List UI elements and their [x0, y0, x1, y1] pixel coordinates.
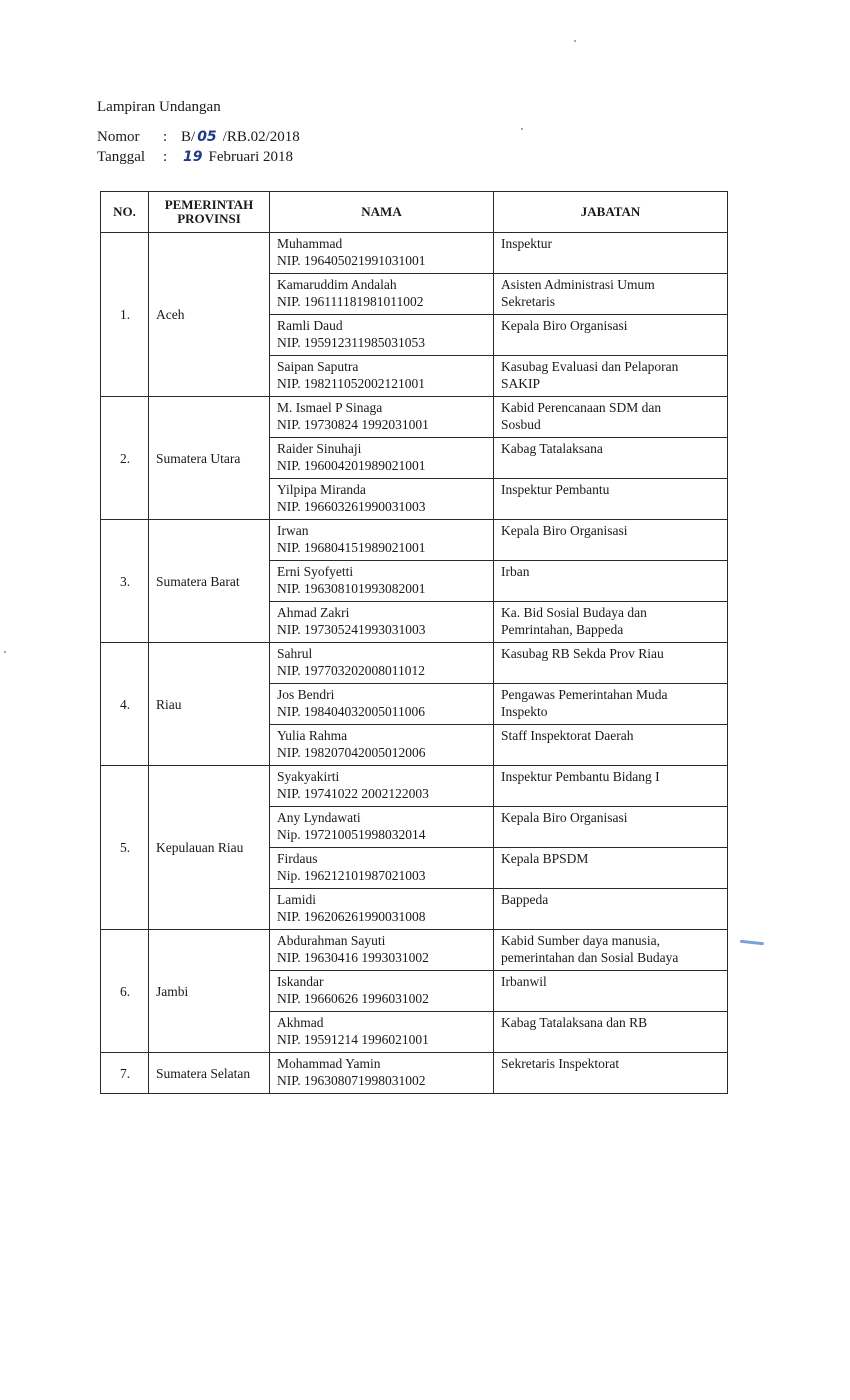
person-cell: [270, 479, 494, 520]
person-nip: Nip. 196212101987021003: [277, 868, 426, 883]
position-cell: [494, 233, 728, 274]
position-cell: [494, 684, 728, 725]
position-text: Sekretaris Inspektorat: [501, 1056, 620, 1071]
person-cell: [270, 233, 494, 274]
person-nip: NIP. 19660626 1996031002: [277, 991, 429, 1006]
person-nip: NIP. 196004201989021001: [277, 458, 426, 473]
person-cell: [270, 807, 494, 848]
person-name: Irwan: [277, 523, 309, 538]
table-row: [101, 766, 728, 807]
person-cell: [270, 971, 494, 1012]
province-name: Aceh: [149, 233, 270, 397]
position-cell: [494, 561, 728, 602]
table-row: [101, 397, 728, 438]
scan-speck: [574, 40, 576, 42]
position-cell: [494, 643, 728, 684]
person-nip: NIP. 196405021991031001: [277, 253, 426, 268]
table-row: [101, 520, 728, 561]
tanggal-handwritten: 19: [183, 149, 203, 165]
person-cell: [270, 1053, 494, 1094]
table-row: [101, 930, 728, 971]
position-text: Kepala Biro Organisasi: [501, 318, 628, 333]
nomor-handwritten: 05: [197, 129, 217, 145]
person-name: Iskandar: [277, 974, 324, 989]
person-name: M. Ismael P Sinaga: [277, 400, 383, 415]
person-cell: [270, 356, 494, 397]
province-name: Kepulauan Riau: [149, 766, 270, 930]
table-row: [101, 233, 728, 274]
person-cell: [270, 397, 494, 438]
person-cell: [270, 602, 494, 643]
document-header: [97, 97, 300, 167]
person-nip: NIP. 19730824 1992031001: [277, 417, 429, 432]
nomor-row: [97, 127, 300, 147]
person-cell: [270, 274, 494, 315]
position-text: Kepala Biro Organisasi: [501, 523, 628, 538]
position-cell: [494, 397, 728, 438]
nomor-suffix: /RB.02/2018: [222, 129, 300, 145]
position-text: Kasubag Evaluasi dan Pelaporan: [501, 359, 679, 374]
row-number: 5.: [101, 766, 149, 930]
person-nip: NIP. 198207042005012006: [277, 745, 426, 760]
pen-mark: [740, 940, 764, 945]
position-text: Bappeda: [501, 892, 549, 907]
person-cell: [270, 889, 494, 930]
person-name: Raider Sinuhaji: [277, 441, 362, 456]
row-number: 7.: [101, 1053, 149, 1094]
position-text: Staff Inspektorat Daerah: [501, 728, 634, 743]
position-cell: [494, 848, 728, 889]
header-provinsi: PEMERINTAH PROVINSI: [149, 192, 270, 233]
person-nip: NIP. 198211052002121001: [277, 376, 426, 391]
position-text: Kabag Tatalaksana: [501, 441, 603, 456]
person-cell: [270, 930, 494, 971]
table-header-row: [101, 192, 728, 233]
position-cell: [494, 930, 728, 971]
tanggal-label: Tanggal: [97, 149, 146, 165]
province-name: Jambi: [149, 930, 270, 1053]
province-name: Riau: [149, 643, 270, 766]
header-nama: NAMA: [270, 192, 494, 233]
row-number: 2.: [101, 397, 149, 520]
position-text: Inspektur Pembantu: [501, 482, 610, 497]
row-number: 1.: [101, 233, 149, 397]
person-cell: [270, 438, 494, 479]
position-text: Irban: [501, 564, 530, 579]
nomor-separator: :: [163, 129, 168, 145]
person-cell: [270, 315, 494, 356]
position-cell: [494, 971, 728, 1012]
person-cell: [270, 561, 494, 602]
position-text: Irbanwil: [501, 974, 547, 989]
position-cell: [494, 889, 728, 930]
person-cell: [270, 520, 494, 561]
position-text: Ka. Bid Sosial Budaya dan: [501, 605, 647, 620]
tanggal-row: [97, 147, 300, 167]
person-nip: NIP. 196111181981011002: [277, 294, 424, 309]
position-cell: [494, 274, 728, 315]
person-nip: NIP. 19630416 1993031002: [277, 950, 429, 965]
row-number: 3.: [101, 520, 149, 643]
position-cell: [494, 1053, 728, 1094]
person-name: Yilpipa Miranda: [277, 482, 366, 497]
person-nip: NIP. 19591214 1996021001: [277, 1032, 429, 1047]
person-nip: NIP. 196308101993082001: [277, 581, 426, 596]
header-jabatan: JABATAN: [494, 192, 728, 233]
position-text: Kepala BPSDM: [501, 851, 589, 866]
person-nip: Nip. 197210051998032014: [277, 827, 426, 842]
position-text: Kasubag RB Sekda Prov Riau: [501, 646, 664, 661]
person-cell: [270, 848, 494, 889]
position-text: Kepala Biro Organisasi: [501, 810, 628, 825]
header-no: NO.: [101, 192, 149, 233]
person-name: Firdaus: [277, 851, 318, 866]
position-cell: [494, 1012, 728, 1053]
person-name: Saipan Saputra: [277, 359, 359, 374]
person-nip: NIP. 197305241993031003: [277, 622, 426, 637]
person-name: Any Lyndawati: [277, 810, 361, 825]
person-cell: [270, 643, 494, 684]
person-name: Lamidi: [277, 892, 316, 907]
person-name: Kamaruddim Andalah: [277, 277, 397, 292]
position-text: Sekretaris: [501, 294, 555, 309]
position-text: Kabag Tatalaksana dan RB: [501, 1015, 648, 1030]
position-text: Inspektur Pembantu Bidang I: [501, 769, 660, 784]
scan-speck: [521, 128, 523, 130]
position-text: Kabid Sumber daya manusia,: [501, 933, 660, 948]
position-text: SAKIP: [501, 376, 541, 391]
position-text: Sosbud: [501, 417, 541, 432]
position-cell: [494, 315, 728, 356]
person-cell: [270, 1012, 494, 1053]
person-nip: NIP. 196308071998031002: [277, 1073, 426, 1088]
position-cell: [494, 766, 728, 807]
position-cell: [494, 438, 728, 479]
table-row: [101, 643, 728, 684]
position-text: Pengawas Pemerintahan Muda: [501, 687, 668, 702]
row-number: 6.: [101, 930, 149, 1053]
person-name: Abdurahman Sayuti: [277, 933, 386, 948]
scan-speck: [4, 651, 6, 653]
person-nip: NIP. 196206261990031008: [277, 909, 426, 924]
participants-table: [100, 191, 728, 1094]
person-name: Akhmad: [277, 1015, 324, 1030]
person-nip: NIP. 196804151989021001: [277, 540, 426, 555]
position-text: Asisten Administrasi Umum: [501, 277, 655, 292]
person-name: Erni Syofyetti: [277, 564, 354, 579]
province-name: Sumatera Utara: [149, 397, 270, 520]
person-name: Jos Bendri: [277, 687, 335, 702]
province-name: Sumatera Barat: [149, 520, 270, 643]
position-text: pemerintahan dan Sosial Budaya: [501, 950, 679, 965]
person-name: Syakyakirti: [277, 769, 340, 784]
person-name: Ramli Daud: [277, 318, 343, 333]
person-nip: NIP. 198404032005011006: [277, 704, 426, 719]
document-title: Lampiran Undangan: [97, 99, 221, 115]
position-cell: [494, 356, 728, 397]
position-cell: [494, 520, 728, 561]
person-name: Ahmad Zakri: [277, 605, 350, 620]
position-text: Pemrintahan, Bappeda: [501, 622, 624, 637]
person-nip: NIP. 197703202008011012: [277, 663, 426, 678]
tanggal-separator: :: [163, 149, 168, 165]
position-cell: [494, 479, 728, 520]
position-cell: [494, 807, 728, 848]
table-row: [101, 1053, 728, 1094]
province-name: Sumatera Selatan: [149, 1053, 270, 1094]
person-name: Muhammad: [277, 236, 343, 251]
person-cell: [270, 684, 494, 725]
person-name: Sahrul: [277, 646, 313, 661]
person-nip: NIP. 196603261990031003: [277, 499, 426, 514]
person-nip: NIP. 19741022 2002122003: [277, 786, 429, 801]
position-text: Kabid Perencanaan SDM dan: [501, 400, 662, 415]
nomor-prefix: B/: [181, 129, 196, 145]
position-cell: [494, 602, 728, 643]
position-text: Inspektur: [501, 236, 552, 251]
position-cell: [494, 725, 728, 766]
person-nip: NIP. 195912311985031053: [277, 335, 426, 350]
person-name: Mohammad Yamin: [277, 1056, 381, 1071]
position-text: Inspekto: [501, 704, 548, 719]
person-cell: [270, 766, 494, 807]
tanggal-suffix: Februari 2018: [208, 149, 294, 165]
person-cell: [270, 725, 494, 766]
table-body: [101, 233, 728, 1094]
person-name: Yulia Rahma: [277, 728, 348, 743]
row-number: 4.: [101, 643, 149, 766]
nomor-label: Nomor: [97, 129, 140, 145]
